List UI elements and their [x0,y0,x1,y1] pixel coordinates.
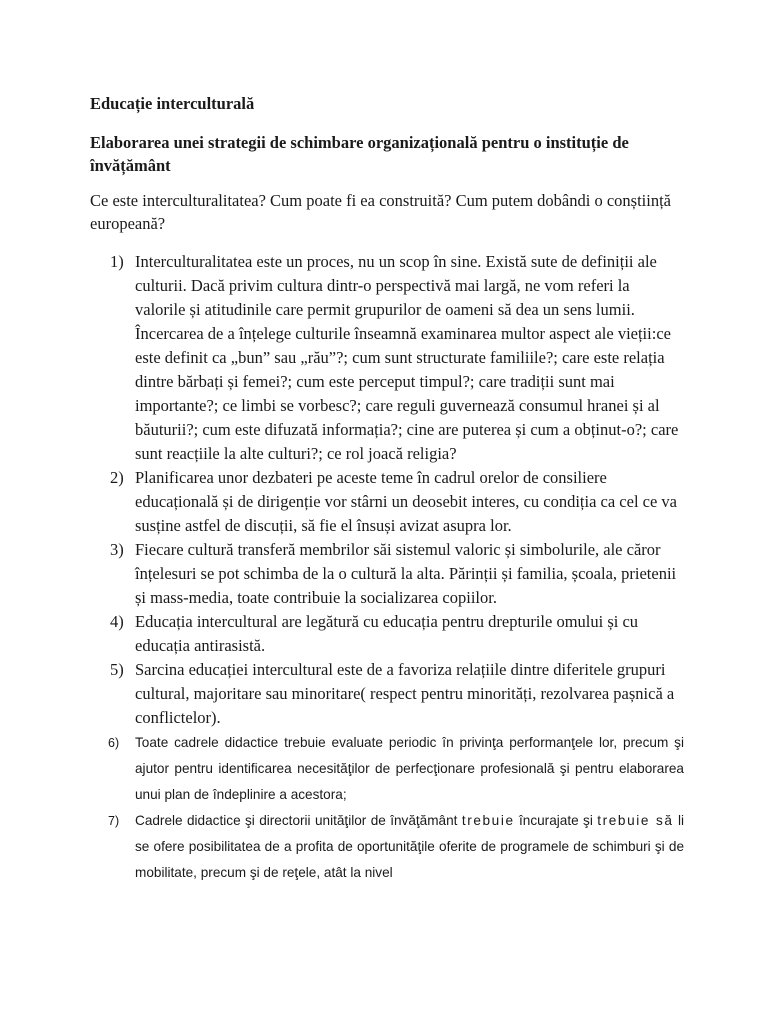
list-item-number: 1) [110,252,124,271]
list-item-text: Educația intercultural are legătură cu educația pentru drepturile omului și cu educația antirasistă. [135,612,639,655]
list-item-number: 5) [110,660,124,679]
list-item [90,466,684,538]
document-subtitle: Elaborarea unei strategii de schimbare organizațională pentru o instituție de învățământ [90,133,629,175]
list-item-text: Fiecare cultură transferă membrilor săi sistemul valoric și simbolurile, ale căror înțelesuri se pot schimba de la o cultură la alta. Părinții și familia, școala, prietenii și mass-media, toate contribuie la socializarea copiilor. [135,540,677,607]
document-title: Educație interculturală [90,94,255,113]
list-item-text [135,813,684,880]
list-item [90,730,684,808]
list-item-number: 7) [108,814,120,828]
list-item-text: Planificarea unor dezbateri pe aceste teme în cadrul orelor de consiliere educațională și de dirigenție vor stârni un deosebit interes, cu condiția ca cel ce va susține astfel de discuții, să fie el însuși avizat asupra lor. [135,468,677,535]
list-item [90,610,684,658]
list-item-number: 2) [110,468,124,487]
text-segment: li se ofere posibilitatea de a profita de oportunităţile oferite de programele de schimburi şi de mobilitate, precum şi de reţele, atât la nivel [135,813,684,880]
numbered-list [90,250,684,886]
list-item-text: Sarcina educației intercultural este de a favoriza relațiile dintre diferitele grupuri cultural, majoritare sau minoritare( respect pentru minorități, rezolvarea pașnică a conflictelor). [135,660,675,727]
text-segment: Cadrele didactice şi directorii unităţilor de învăţământ [135,813,462,828]
list-item [90,250,684,466]
text-segment: încurajate şi [514,813,598,828]
list-item-text: Interculturalitatea este un proces, nu un scop în sine. Există sute de definiții ale culturii. Dacă privim cultura dintr-o perspectivă mai largă, ne vom referi la valorile și atitudinile care permit grupurilor de oameni să dea un sens lumii. Încercarea de a înțelege culturile înseamnă examinarea multor aspect ale vieții:ce este definit ca „bun” sau „rău”?; cum sunt structurate familiile?; care este relația dintre bărbați și femei?; cum este perceput timpul?; care tradiții sunt mai importante?; ce limbi se vorbesc?; care reguli guvernează consumul hranei și al băuturii?; cum este difuzată informația?; cine are puterea și cum a obținut-o?; care sunt reacțiile la alte culturi?; ce rol joacă religia? [135,252,679,463]
list-item-text: Toate cadrele didactice trebuie evaluate periodic în privinţa performanţele lor, precum şi ajutor pentru identificarea necesităţilor de perfecţionare profesională şi pentru elaborarea unui plan de îndeplinire a acestora; [135,735,684,802]
list-item [90,538,684,610]
list-item-number: 6) [108,736,120,750]
list-item [90,808,684,886]
list-item-number: 3) [110,540,124,559]
text-segment-spaced: trebuie să [597,813,674,828]
list-item-number: 4) [110,612,124,631]
intro-paragraph: Ce este interculturalitatea? Cum poate fi ea construită? Cum putem dobândi o conștiință europeană? [90,191,671,233]
list-item [90,658,684,730]
text-segment-spaced: trebuie [461,813,515,828]
